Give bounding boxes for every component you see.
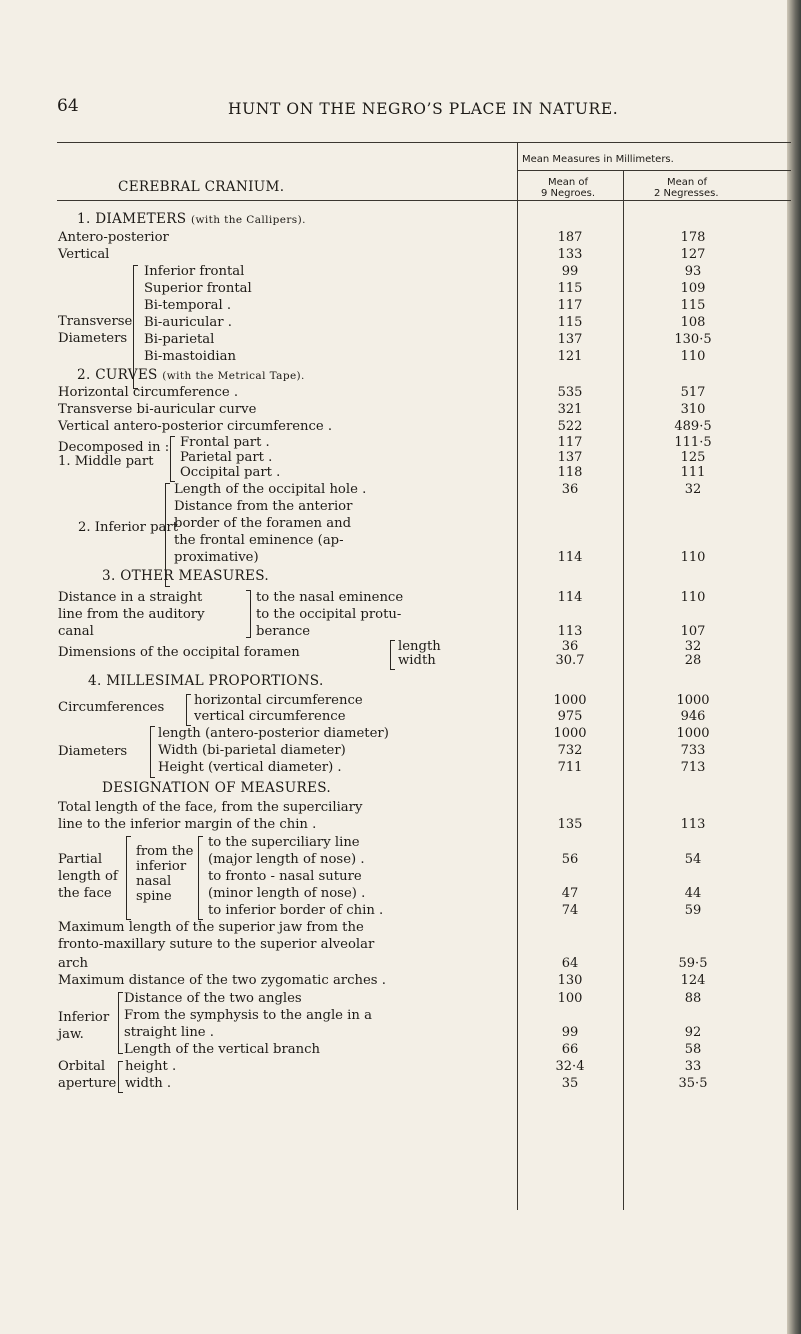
value-negresses: 733: [680, 743, 706, 758]
value-negresses: 713: [680, 760, 706, 775]
value-negresses: 517: [680, 385, 706, 400]
value-negroes: 115: [557, 281, 583, 296]
section-title: 1. DIAMETERS: [77, 211, 187, 227]
row-label: length: [398, 639, 441, 654]
value-negroes: 99: [561, 1025, 579, 1040]
row-label: jaw.: [58, 1027, 84, 1042]
row-label: Orbital: [58, 1059, 106, 1074]
value-negresses: 58: [684, 1042, 702, 1057]
row-label: Diameters: [58, 744, 128, 759]
row-label: Superior frontal: [144, 281, 252, 296]
brace: [186, 694, 191, 726]
row-label: (minor length of nose) .: [208, 886, 366, 901]
row-label: border of the foramen and: [174, 516, 352, 531]
row-label: Distance of the two angles: [124, 991, 302, 1006]
section-heading-designation: DESIGNATION OF MEASURES.: [102, 780, 331, 796]
row-label: Length of the occipital hole .: [174, 482, 367, 497]
value-negroes: 99: [561, 264, 579, 279]
row-label: Bi-parietal: [144, 332, 215, 347]
value-negresses: 107: [680, 624, 706, 639]
brace: [170, 436, 175, 482]
value-negroes: 535: [557, 385, 583, 400]
value-negroes: 117: [557, 298, 583, 313]
row-label: (major length of nose) .: [208, 852, 365, 867]
brace: [198, 836, 203, 920]
section-heading-curves: [77, 368, 305, 383]
value-negresses: 59: [684, 903, 702, 918]
value-negresses: 33: [684, 1059, 702, 1074]
row-label: Antero-posterior: [58, 230, 169, 245]
column-header-negresses-a: Mean of: [667, 177, 708, 188]
value-negroes: 133: [557, 247, 583, 262]
value-negresses: 111: [680, 465, 706, 480]
value-negroes: 113: [557, 624, 583, 639]
value-negresses: 125: [680, 450, 706, 465]
row-label: Bi-temporal .: [144, 298, 232, 313]
column-divider-mid: [623, 170, 624, 1210]
section-subtitle: (with the Metrical Tape).: [162, 370, 305, 382]
value-negresses: 489·5: [674, 419, 712, 434]
section-heading-diameters: [77, 212, 306, 227]
row-label: length of: [58, 869, 118, 884]
column-header-negresses-b: 2 Negresses.: [654, 188, 719, 199]
value-negresses: 44: [684, 886, 702, 901]
row-label: 1. Middle part: [58, 454, 154, 469]
row-label: Dimensions of the occipital foramen: [58, 645, 300, 660]
row-label: spine: [136, 889, 172, 904]
value-negroes: 32·4: [555, 1059, 585, 1074]
row-label: Bi-mastoidian: [144, 349, 236, 364]
row-label: Length of the vertical branch: [124, 1042, 320, 1057]
value-negroes: 36: [561, 639, 579, 654]
value-negresses: 127: [680, 247, 706, 262]
value-negroes: 74: [561, 903, 579, 918]
value-negresses: 946: [680, 709, 706, 724]
value-negroes: 118: [557, 465, 583, 480]
value-negroes: 321: [557, 402, 583, 417]
column-group-header: Mean Measures in Millimeters.: [522, 154, 674, 165]
row-label: straight line .: [124, 1025, 214, 1040]
value-negresses: 32: [684, 639, 702, 654]
row-label: Vertical antero-posterior circumference .: [58, 419, 333, 434]
value-negresses: 115: [680, 298, 706, 313]
value-negroes: 114: [557, 590, 583, 605]
running-head: HUNT ON THE NEGRO’S PLACE IN NATURE.: [228, 100, 619, 118]
value-negresses: 93: [684, 264, 702, 279]
section-title: 2. CURVES: [77, 367, 158, 383]
row-label: Inferior frontal: [144, 264, 245, 279]
row-label: canal: [58, 624, 94, 639]
row-label: Transverse bi-auricular curve: [58, 402, 257, 417]
row-label: Maximum distance of the two zygomatic arches .: [58, 973, 386, 988]
value-negresses: 110: [680, 590, 706, 605]
value-negresses: 130·5: [674, 332, 712, 347]
row-label: Partial: [58, 852, 103, 867]
value-negroes: 732: [557, 743, 583, 758]
row-label: Parietal part .: [180, 450, 273, 465]
row-label: the face: [58, 886, 112, 901]
row-label: Vertical: [58, 247, 110, 262]
brace: [390, 640, 395, 670]
row-label: to inferior border of chin .: [208, 903, 384, 918]
value-negroes: 1000: [553, 726, 587, 741]
row-label: width: [398, 653, 436, 668]
row-label: Width (bi-parietal diameter): [158, 743, 346, 758]
value-negroes: 115: [557, 315, 583, 330]
value-negresses: 178: [680, 230, 706, 245]
row-label: Occipital part .: [180, 465, 281, 480]
row-label: Distance from the anterior: [174, 499, 353, 514]
section-heading-other: 3. OTHER MEASURES.: [102, 568, 269, 584]
value-negroes: 522: [557, 419, 583, 434]
row-label: Total length of the face, from the superciliary: [58, 800, 363, 815]
column-header-negroes-b: 9 Negroes.: [541, 188, 596, 199]
value-negresses: 88: [684, 991, 702, 1006]
value-negroes: 114: [557, 550, 583, 565]
value-negroes: 35: [561, 1076, 579, 1091]
value-negroes: 66: [561, 1042, 579, 1057]
row-label: Bi-auricular .: [144, 315, 232, 330]
value-negresses: 32: [684, 482, 702, 497]
value-negroes: 56: [561, 852, 579, 867]
value-negroes: 100: [557, 991, 583, 1006]
column-header-negroes-a: Mean of: [548, 177, 589, 188]
row-label: From the symphysis to the angle in a: [124, 1008, 372, 1023]
row-label: Frontal part .: [180, 435, 270, 450]
row-label: the frontal eminence (ap-: [174, 533, 344, 548]
row-label: to fronto - nasal suture: [208, 869, 362, 884]
row-label: proximative): [174, 550, 259, 565]
value-negroes: 187: [557, 230, 583, 245]
row-label: Diameters: [58, 331, 128, 346]
row-label: height .: [125, 1059, 177, 1074]
row-label: arch: [58, 956, 89, 971]
row-label: line to the inferior margin of the chin .: [58, 817, 317, 832]
row-label: Decomposed in :: [58, 440, 170, 455]
row-label: line from the auditory: [58, 607, 205, 622]
row-label: Inferior: [58, 1010, 110, 1025]
value-negresses: 111·5: [674, 435, 712, 450]
row-label: to the occipital protu-: [256, 607, 402, 622]
table-title: CEREBRAL CRANIUM.: [118, 179, 285, 195]
page-number: 64: [57, 96, 79, 116]
row-label: fronto-maxillary suture to the superior alveolar: [58, 937, 375, 952]
value-negroes: 64: [561, 956, 579, 971]
row-label: horizontal circumference: [194, 693, 363, 708]
row-label: inferior: [136, 859, 187, 874]
value-negroes: 130: [557, 973, 583, 988]
value-negroes: 47: [561, 886, 579, 901]
row-label: from the: [136, 844, 194, 859]
value-negroes: 1000: [553, 693, 587, 708]
value-negresses: 109: [680, 281, 706, 296]
row-label: length (antero-posterior diameter): [158, 726, 389, 741]
value-negroes: 975: [557, 709, 583, 724]
row-label: Transverse: [58, 314, 133, 329]
value-negresses: 54: [684, 852, 702, 867]
value-negresses: 28: [684, 653, 702, 668]
row-label: to the nasal eminence: [256, 590, 404, 605]
value-negroes: 117: [557, 435, 583, 450]
row-label: berance: [256, 624, 311, 639]
row-label: vertical circumference: [194, 709, 346, 724]
value-negroes: 711: [557, 760, 583, 775]
value-negresses: 124: [680, 973, 706, 988]
row-label: nasal: [136, 874, 172, 889]
row-label: width .: [125, 1076, 172, 1091]
value-negresses: 1000: [676, 726, 710, 741]
row-label: 2. Inferior part: [78, 520, 179, 535]
row-label: Height (vertical diameter) .: [158, 760, 342, 775]
value-negresses: 110: [680, 550, 706, 565]
value-negroes: 36: [561, 482, 579, 497]
row-label: Horizontal circumference .: [58, 385, 239, 400]
value-negroes: 30.7: [555, 653, 585, 668]
value-negresses: 110: [680, 349, 706, 364]
value-negresses: 35·5: [678, 1076, 708, 1091]
value-negroes: 135: [557, 817, 583, 832]
value-negroes: 121: [557, 349, 583, 364]
value-negresses: 113: [680, 817, 706, 832]
brace: [118, 1061, 123, 1093]
value-negresses: 1000: [676, 693, 710, 708]
row-label: Distance in a straight: [58, 590, 203, 605]
section-heading-millesimal: 4. MILLESIMAL PROPORTIONS.: [88, 673, 324, 689]
brace: [150, 726, 155, 778]
column-divider-left: [517, 142, 518, 1210]
row-label: to the superciliary line: [208, 835, 360, 850]
brace: [126, 836, 131, 920]
section-subtitle: (with the Callipers).: [190, 214, 306, 226]
value-negresses: 59·5: [678, 956, 708, 971]
row-label: aperture: [58, 1076, 117, 1091]
value-negroes: 137: [557, 332, 583, 347]
value-negroes: 137: [557, 450, 583, 465]
value-negresses: 310: [680, 402, 706, 417]
row-label: Maximum length of the superior jaw from the: [58, 920, 364, 935]
value-negresses: 92: [684, 1025, 702, 1040]
header-subrule: [517, 170, 791, 171]
brace: [246, 590, 251, 638]
row-label: Circumferences: [58, 700, 165, 715]
brace: [118, 992, 123, 1054]
value-negresses: 108: [680, 315, 706, 330]
table-top-rule: [57, 142, 791, 143]
